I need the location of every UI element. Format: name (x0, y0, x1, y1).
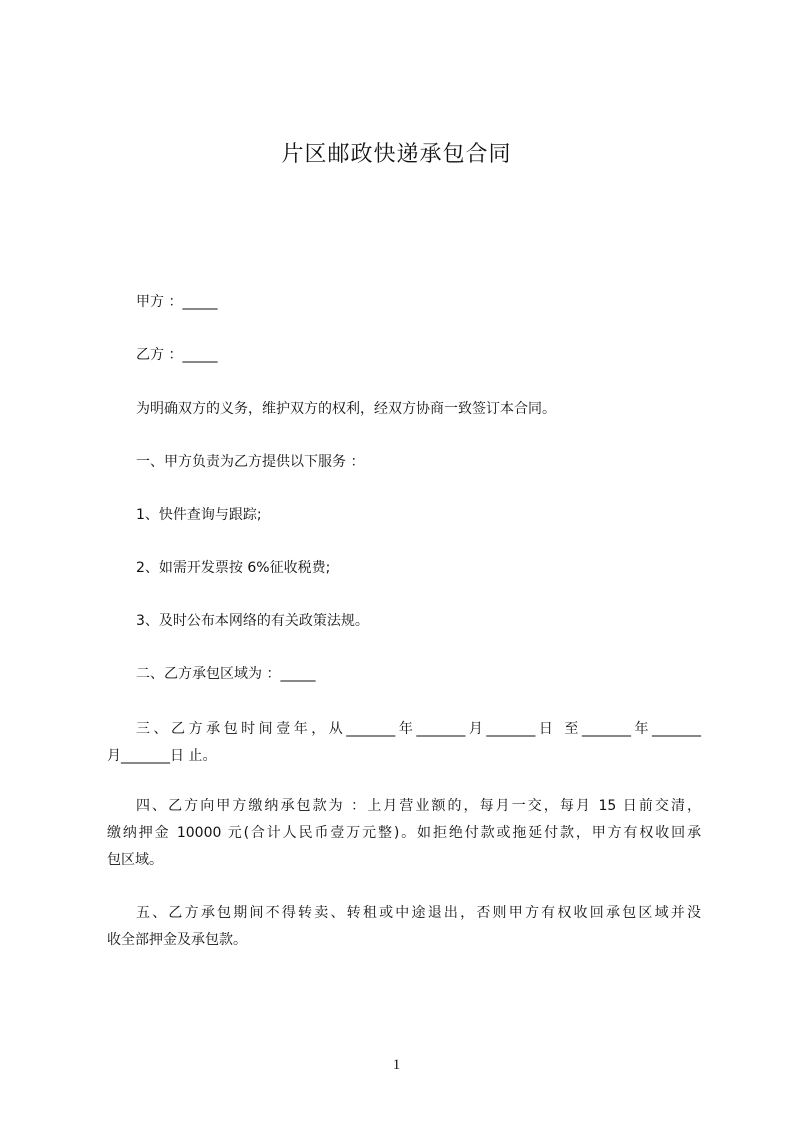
section-2-contract-area: 二、乙方承包区域为 ：_____ (136, 666, 316, 682)
party-a-line: 甲方 ：_____ (136, 294, 218, 310)
service-item-3: 3、及时公布本网络的有关政策法规。 (136, 613, 369, 629)
service-item-1: 1、快件查询与跟踪; (136, 507, 262, 523)
section-5-line-2: 收全部押金及承包款。 (107, 932, 247, 948)
section-3-contract-period (107, 716, 701, 770)
party-b-line: 乙方 ：_____ (136, 347, 218, 363)
section-4-line-1: 四、乙方向甲方缴纳承包款为 ：上月营业额的，每月一交，每月 15 日前交清， (136, 798, 701, 814)
section-4-line-2: 缴纳押金 10000 元(合计人民币壹万元整)。如拒绝付款或拖延付款，甲方有权收回承 (107, 825, 701, 841)
section-3-line-2: 月_______日 止。 (107, 748, 217, 764)
document-title: 片区邮政快递承包合同 (281, 142, 512, 167)
preamble-paragraph: 为明确双方的义务，维护双方的权利，经双方协商一致签订本合同。 (136, 401, 556, 417)
section-5-line-1: 五、乙方承包期间不得转卖、转租或中途退出，否则甲方有权收回承包区域并没 (136, 905, 701, 921)
service-item-2: 2、如需开发票按 6%征收税费; (136, 560, 331, 576)
section-4-line-3: 包区域。 (107, 852, 163, 868)
section-3-line-1: 三、乙方承包时间壹年，从_______年_______月_______日 至_______年_______ (136, 721, 701, 737)
page-number: 1 (392, 1057, 401, 1073)
section-1-heading: 一、甲方负责为乙方提供以下服务 ： (136, 454, 365, 470)
section-4-contract-payment (107, 793, 701, 874)
section-5-no-transfer (107, 900, 701, 954)
